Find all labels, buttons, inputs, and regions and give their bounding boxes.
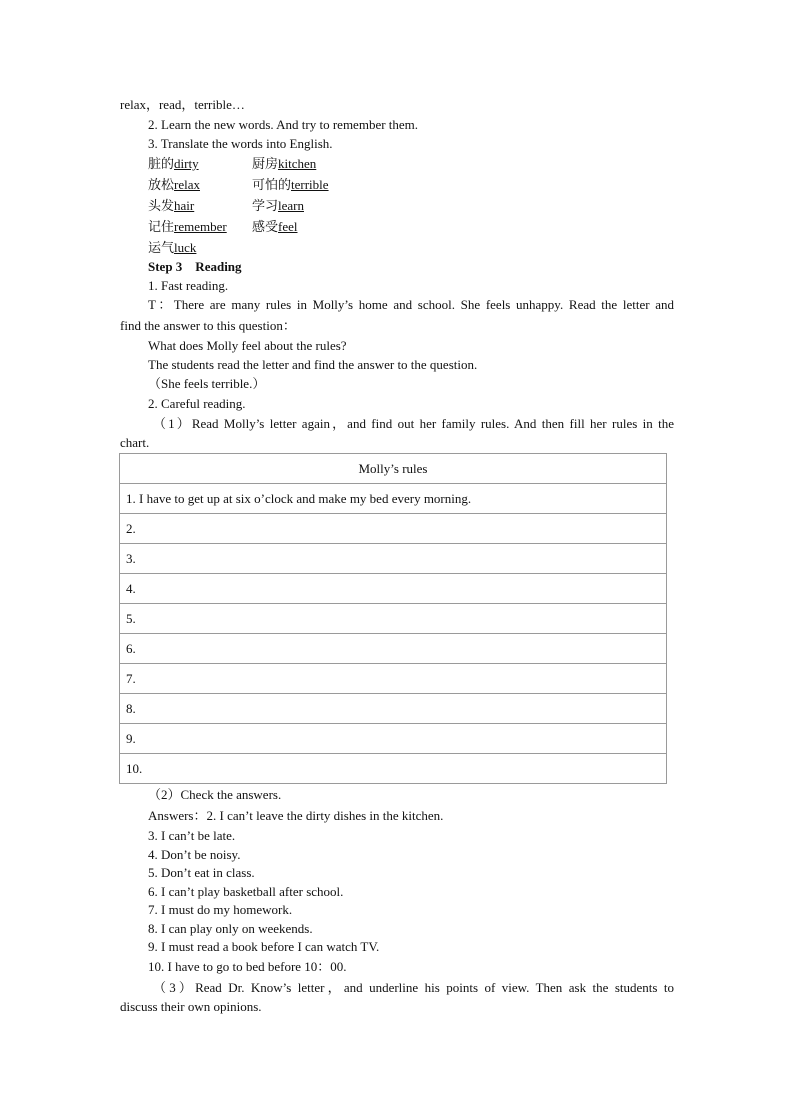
- answer-line: （She feels terrible.）: [148, 376, 266, 391]
- table-cell: 1. I have to get up at six o’clock and make my bed every morning.: [120, 484, 667, 514]
- vocab-row: [148, 156, 199, 172]
- answer-item: 4. Don’t be noisy.: [148, 847, 241, 862]
- vocab-row: [148, 240, 196, 256]
- task1-line-1: （1）Read Molly’s letter again，and find out her family rules. And then fill her rules in the: [153, 416, 674, 431]
- intro-words: relax，read，terrible…: [120, 97, 245, 112]
- table-header-row: [120, 454, 667, 484]
- table-cell: 5.: [120, 604, 667, 634]
- vocab-en: hair: [174, 198, 195, 213]
- vocab-en: feel: [278, 219, 298, 234]
- vocab-cn: 可怕的: [252, 177, 292, 192]
- vocab-row-right: [252, 177, 329, 193]
- table-row: [120, 574, 667, 604]
- vocab-row-right: [252, 156, 316, 172]
- vocab-cn: 感受: [252, 219, 279, 234]
- table-row: [120, 634, 667, 664]
- table-row: [120, 484, 667, 514]
- answer-item: Answers：2. I can’t leave the dirty dishes in the kitchen.: [148, 808, 444, 823]
- vocab-row-right: [252, 219, 298, 235]
- table-header: Molly’s rules: [120, 454, 667, 484]
- translate-line: 3. Translate the words into English.: [148, 136, 333, 151]
- teacher-line-1: T：There are many rules in Molly’s home and school. She feels unhappy. Read the letter and: [148, 297, 674, 312]
- task3-line-2: discuss their own opinions.: [120, 999, 262, 1014]
- vocab-en: dirty: [174, 156, 199, 171]
- table-row: [120, 754, 667, 784]
- vocab-en: kitchen: [278, 156, 317, 171]
- vocab-row-right: [252, 198, 304, 214]
- vocab-row: [148, 198, 194, 214]
- table-cell: 7.: [120, 664, 667, 694]
- students-line: The students read the letter and find the answer to the question.: [148, 357, 478, 372]
- task3-line-1: （3）Read Dr. Know’s letter，and underline his points of view. Then ask the students to: [153, 980, 674, 995]
- table-row: [120, 724, 667, 754]
- answer-item: 10. I have to go to bed before 10：00.: [148, 959, 347, 974]
- table-row: [120, 694, 667, 724]
- task1-line-2: chart.: [120, 435, 150, 450]
- table-cell: 2.: [120, 514, 667, 544]
- vocab-en: learn: [278, 198, 304, 213]
- table-cell: 4.: [120, 574, 667, 604]
- question-line: What does Molly feel about the rules?: [148, 338, 347, 353]
- vocab-cn: 运气: [148, 240, 175, 255]
- table-row: [120, 544, 667, 574]
- fast-reading: 1. Fast reading.: [148, 278, 229, 293]
- table-cell: 10.: [120, 754, 667, 784]
- vocab-cn: 学习: [252, 198, 279, 213]
- table-row: [120, 664, 667, 694]
- vocab-cn: 脏的: [148, 156, 175, 171]
- check-title: （2）Check the answers.: [148, 787, 282, 802]
- table-cell: 3.: [120, 544, 667, 574]
- learn-words-line: 2. Learn the new words. And try to remember them.: [148, 117, 419, 132]
- vocab-en: relax: [174, 177, 200, 192]
- table-cell: 6.: [120, 634, 667, 664]
- step3-heading: Step 3 Reading: [148, 259, 242, 274]
- answer-item: 3. I can’t be late.: [148, 828, 236, 843]
- vocab-row: [148, 219, 227, 235]
- mollys-rules-table: [119, 453, 667, 784]
- vocab-cn: 厨房: [252, 156, 279, 171]
- table-row: [120, 604, 667, 634]
- table-cell: 9.: [120, 724, 667, 754]
- vocab-row: [148, 177, 200, 193]
- careful-reading: 2. Careful reading.: [148, 396, 246, 411]
- vocab-cn: 记住: [148, 219, 175, 234]
- answer-item: 9. I must read a book before I can watch TV.: [148, 939, 380, 954]
- vocab-cn: 放松: [148, 177, 175, 192]
- answer-item: 8. I can play only on weekends.: [148, 921, 313, 936]
- vocab-en: terrible: [291, 177, 329, 192]
- table-row: [120, 514, 667, 544]
- answer-item: 7. I must do my homework.: [148, 902, 293, 917]
- vocab-cn: 头发: [148, 198, 175, 213]
- answer-item: 6. I can’t play basketball after school.: [148, 884, 344, 899]
- vocab-en: remember: [174, 219, 227, 234]
- vocab-en: luck: [174, 240, 197, 255]
- table-cell: 8.: [120, 694, 667, 724]
- answer-item: 5. Don’t eat in class.: [148, 865, 255, 880]
- teacher-line-2: find the answer to this question：: [120, 318, 296, 333]
